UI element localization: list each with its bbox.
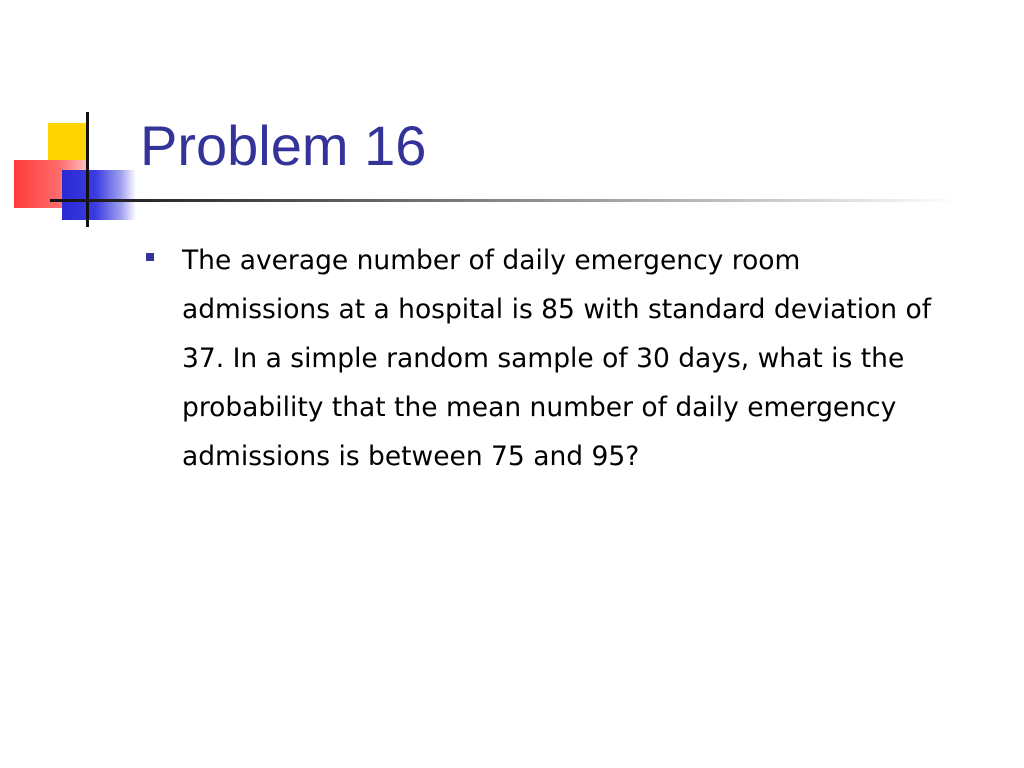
title-underline	[50, 199, 960, 202]
list-item	[142, 236, 962, 481]
bullet-list	[142, 236, 962, 481]
bullet-text: The average number of daily emergency room admissions at a hospital is 85 with standard deviation of 37. In a simple random sample of 30 days, what is the probability that the mean number of daily emergency admissions is between 75 and 95?	[182, 245, 932, 472]
decorative-vertical-line	[86, 112, 89, 227]
slide-title: Problem 16	[140, 114, 427, 177]
square-bullet-icon	[146, 253, 154, 261]
decorative-blue-square	[62, 170, 136, 220]
